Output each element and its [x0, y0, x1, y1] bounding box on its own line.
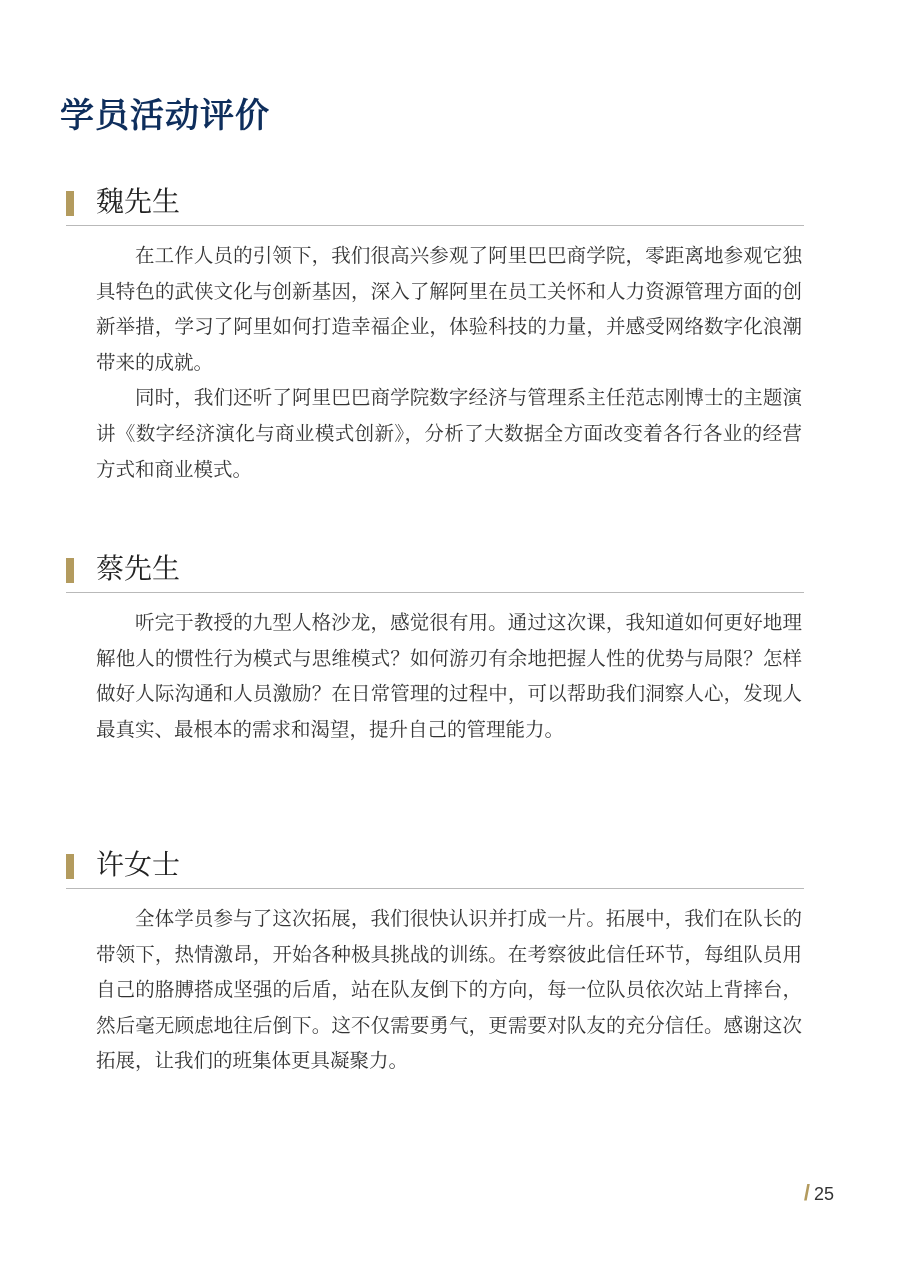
section-name: 许女士: [96, 848, 181, 881]
page-number-value: 25: [813, 1184, 834, 1204]
section-body: [96, 238, 802, 487]
review-section-2: [66, 552, 804, 747]
slash-divider-icon: /: [803, 1180, 810, 1205]
section-body: [96, 605, 802, 747]
section-header: [66, 848, 804, 889]
paragraph: 在工作人员的引领下，我们很高兴参观了阿里巴巴商学院，零距离地参观它独具特色的武侠文化与创新基因，深入了解阿里在员工关怀和人力资源管理方面的创新举措，学习了阿里如何打造幸福企业，体验科技的力量，并感受网络数字化浪潮带来的成就。: [96, 244, 802, 374]
section-accent-bar: [66, 854, 74, 879]
section-accent-bar: [66, 191, 74, 216]
paragraph: 同时，我们还听了阿里巴巴商学院数字经济与管理系主任范志刚博士的主题演讲《数字经济演化与商业模式创新》，分析了大数据全方面改变着各行各业的经营方式和商业模式。: [96, 386, 802, 481]
section-body: [96, 901, 802, 1079]
page-title: 学员活动评价: [60, 96, 270, 136]
paragraph: 听完于教授的九型人格沙龙，感觉很有用。通过这次课，我知道如何更好地理解他人的惯性行为模式与思维模式？如何游刃有余地把握人性的优势与局限？怎样做好人际沟通和人员激励？在日常管理的过程中，可以帮助我们洞察人心，发现人最真实、最根本的需求和渴望，提升自己的管理能力。: [96, 611, 802, 741]
review-section-3: [66, 848, 804, 1079]
section-accent-bar: [66, 558, 74, 583]
section-name: 魏先生: [96, 185, 181, 218]
paragraph: 全体学员参与了这次拓展，我们很快认识并打成一片。拓展中，我们在队长的带领下，热情激昂，开始各种极具挑战的训练。在考察彼此信任环节，每组队员用自己的胳膊搭成坚强的后盾，站在队友倒下的方向，每一位队员依次站上背摔台，然后毫无顾虑地往后倒下。这不仅需要勇气，更需要对队友的充分信任。感谢这次拓展，让我们的班集体更具凝聚力。: [96, 907, 802, 1073]
page-number: [804, 1180, 834, 1207]
section-header: [66, 185, 804, 226]
section-header: [66, 552, 804, 593]
review-section-1: [66, 185, 804, 487]
section-name: 蔡先生: [96, 552, 181, 585]
